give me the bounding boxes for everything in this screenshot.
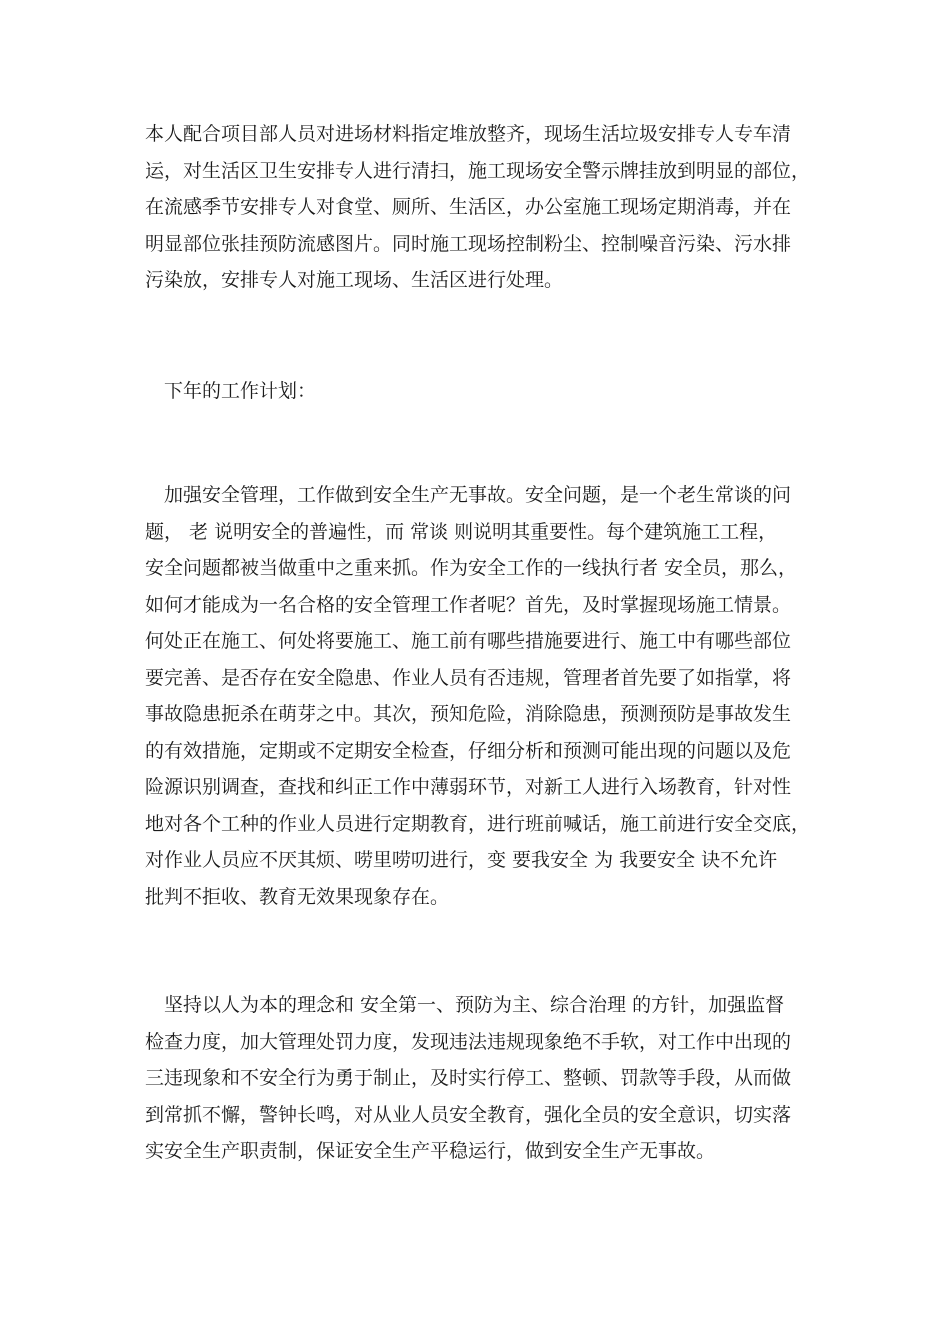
text-line: 在流感季节安排专人对食堂、厕所、生活区，办公室施工现场定期消毒，并在	[145, 196, 792, 218]
text-line: 题， 老 说明安全的普遍性，而 常谈 则说明其重要性。每个建筑施工工程，	[145, 520, 778, 543]
text-line: 坚持以人为本的理念和 安全第一、预防为主、综合治理 的方针，加强监督	[145, 994, 785, 1016]
paragraph-safety-management	[145, 477, 815, 915]
text-line: 安全问题都被当做重中之重来抓。作为安全工作的一线执行者 安全员，那么，	[145, 557, 798, 579]
text-line: 实安全生产职责制，保证安全生产平稳运行，做到安全生产无事故。	[145, 1140, 716, 1162]
text-line: 如何才能成为一名合格的安全管理工作者呢？首先，及时掌握现场施工情景。	[145, 593, 792, 616]
text-line: 批判不拒收、教育无效果现象存在。	[145, 885, 450, 908]
text-line: 加强安全管理，工作做到安全生产无事故。安全问题，是一个老生常谈的问	[145, 484, 792, 506]
heading-line: 下年的工作计划：	[145, 380, 317, 402]
text-line: 三违现象和不安全行为勇于制止，及时实行停工、整顿、罚款等手段，从而做	[145, 1067, 792, 1089]
text-line: 要完善、是否存在安全隐患、作业人员有否违规，管理者首先要了如指掌，将	[145, 666, 792, 689]
text-line: 运，对生活区卫生安排专人进行清扫，施工现场安全警示牌挂放到明显的部位，	[145, 159, 811, 182]
text-line: 到常抓不懈，警钟长鸣，对从业人员安全教育，强化全员的安全意识，切实落	[145, 1103, 792, 1126]
text-line: 对作业人员应不厌其烦、唠里唠叨进行，变 要我安全 为 我要安全 诀不允许	[145, 849, 778, 871]
text-line: 检查力度，加大管理处罚力度，发现违法违规现象绝不手软，对工作中出现的	[145, 1030, 792, 1053]
text-line: 险源识别调查，查找和纠正工作中薄弱环节，对新工人进行入场教育，针对性	[145, 776, 792, 798]
text-line: 地对各个工种的作业人员进行定期教育，进行班前喊话，施工前进行安全交底，	[145, 812, 811, 835]
text-line: 何处正在施工、何处将要施工、施工前有哪些措施要进行、施工中有哪些部位	[145, 630, 792, 652]
text-line: 污染放，安排专人对施工现场、生活区进行处理。	[145, 269, 564, 291]
text-line: 的有效措施，定期或不定期安全检查，仔细分析和预测可能出现的问题以及危	[145, 739, 792, 762]
paragraph-people-oriented	[145, 987, 815, 1170]
text-line: 本人配合项目部人员对进场材料指定堆放整齐，现场生活垃圾安排专人专车清	[145, 123, 792, 145]
section-heading-next-year-plan	[145, 373, 815, 410]
text-line: 明显部位张挂预防流感图片。同时施工现场控制粉尘、控制噪音污染、污水排	[145, 232, 792, 255]
paragraph-sanitation	[145, 116, 815, 299]
text-line: 事故隐患扼杀在萌芽之中。其次，预知危险，消除隐患，预测预防是事故发生	[145, 703, 792, 725]
